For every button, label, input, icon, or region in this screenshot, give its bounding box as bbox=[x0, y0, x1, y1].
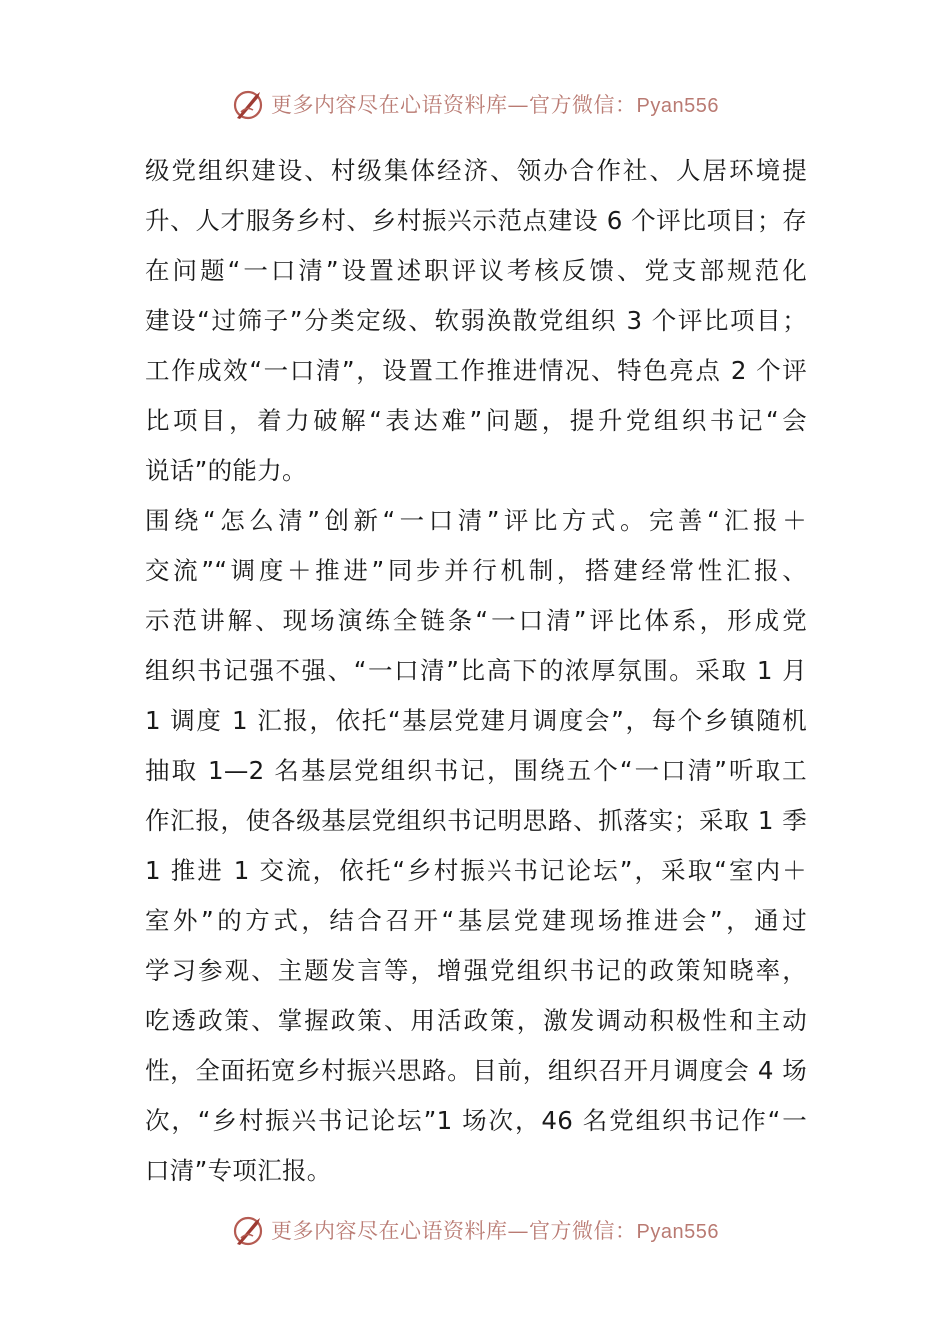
watermark-text: 更多内容尽在心语资料库—官方微信：Pyan556 bbox=[271, 93, 719, 117]
text-line: 学习参观、主题发言等，增强党组织书记的政策知晓率， bbox=[145, 956, 807, 985]
text-line: 说话”的能力。 bbox=[145, 456, 307, 485]
footer-watermark bbox=[0, 1210, 950, 1250]
text-line: 在问题“一口清”设置述职评议考核反馈、党支部规范化 bbox=[145, 256, 807, 285]
watermark-text: 更多内容尽在心语资料库—官方微信：Pyan556 bbox=[271, 1219, 719, 1243]
document-body bbox=[145, 146, 807, 1196]
text-line: 组织书记强不强、“一口清”比高下的浓厚氛围。采取 1 月 bbox=[145, 656, 807, 685]
text-line: 建设“过筛子”分类定级、软弱涣散党组织 3 个评比项目； bbox=[145, 306, 807, 335]
text-line: 1 调度 1 汇报，依托“基层党建月调度会”，每个乡镇随机 bbox=[145, 706, 807, 735]
text-line: 级党组织建设、村级集体经济、领办合作社、人居环境提 bbox=[145, 156, 807, 185]
text-line: 次，“乡村振兴书记论坛”1 场次，46 名党组织书记作“一 bbox=[145, 1106, 807, 1135]
text-line: 比项目，着力破解“表达难”问题，提升党组织书记“会 bbox=[145, 406, 807, 435]
text-line: 1 推进 1 交流，依托“乡村振兴书记论坛”，采取“室内＋ bbox=[145, 856, 807, 885]
text-line: 抽取 1—2 名基层党组织书记，围绕五个“一口清”听取工 bbox=[145, 756, 807, 785]
pen-logo-icon bbox=[231, 86, 267, 122]
pen-logo-icon bbox=[231, 1212, 267, 1248]
text-line: 围绕“怎么清”创新“一口清”评比方式。完善“汇报＋ bbox=[145, 506, 807, 535]
text-line: 口清”专项汇报。 bbox=[145, 1156, 332, 1185]
text-line: 性，全面拓宽乡村振兴思路。目前，组织召开月调度会 4 场 bbox=[145, 1056, 807, 1085]
header-watermark bbox=[0, 84, 950, 124]
text-line: 吃透政策、掌握政策、用活政策，激发调动积极性和主动 bbox=[145, 1006, 807, 1035]
text-line: 室外”的方式，结合召开“基层党建现场推进会”，通过 bbox=[145, 906, 807, 935]
text-line: 工作成效“一口清”，设置工作推进情况、特色亮点 2 个评 bbox=[145, 356, 807, 385]
text-line: 交流”“调度＋推进”同步并行机制，搭建经常性汇报、 bbox=[145, 556, 807, 585]
text-line: 示范讲解、现场演练全链条“一口清”评比体系，形成党 bbox=[145, 606, 807, 635]
text-line: 升、人才服务乡村、乡村振兴示范点建设 6 个评比项目；存 bbox=[145, 206, 807, 235]
text-line: 作汇报，使各级基层党组织书记明思路、抓落实；采取 1 季 bbox=[145, 806, 807, 835]
